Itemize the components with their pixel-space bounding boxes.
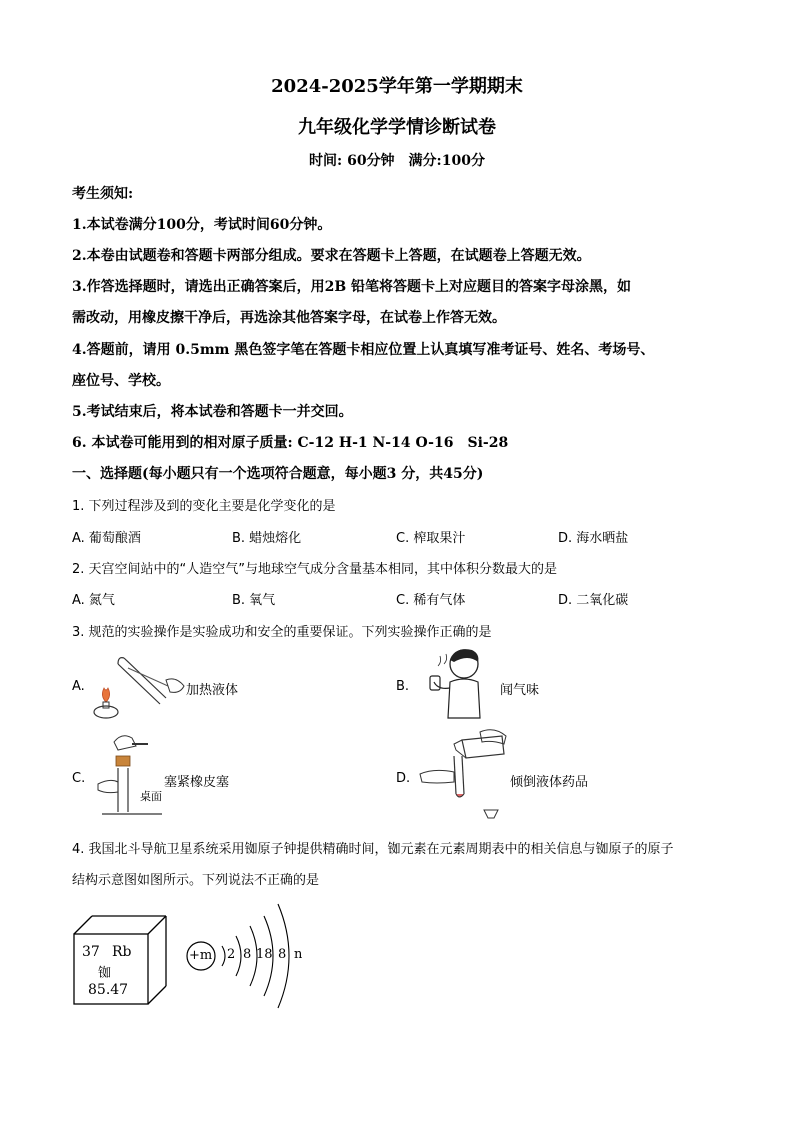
q2-option-a: A. 氮气 xyxy=(72,593,115,608)
q1-option-d: D. 海水晒盐 xyxy=(558,531,629,546)
question-4-stem-line2: 结构示意图如图所示。下列说法不正确的是 xyxy=(72,873,320,888)
shell-5-count: n xyxy=(294,947,303,962)
element-mass: 85.47 xyxy=(88,982,129,998)
page-title: 2024-2025学年第一学期期末 xyxy=(271,76,523,97)
q3-option-d-letter: D. xyxy=(396,771,411,786)
q1-option-c: C. 榨取果汁 xyxy=(396,531,466,546)
shell-2-count: 8 xyxy=(243,947,252,962)
q3-option-c-letter: C. xyxy=(72,771,86,786)
notice-line-1: 1.本试卷满分100分，考试时间60分钟。 xyxy=(72,217,332,233)
shell-4-count: 8 xyxy=(278,947,287,962)
q1-option-a: A. 葡萄酿酒 xyxy=(72,531,141,546)
q3-option-c-caption: 塞紧橡皮塞 xyxy=(164,775,230,790)
stopper-illustration xyxy=(92,728,172,820)
element-number: 37 xyxy=(82,944,100,960)
page-subtitle: 九年级化学学情诊断试卷 xyxy=(298,117,496,138)
notice-line-7: 5.考试结束后，将本试卷和答题卡一并交回。 xyxy=(72,404,353,420)
pouring-illustration xyxy=(414,730,514,824)
heating-liquid-illustration xyxy=(88,646,188,724)
q3-option-d-caption: 倾倒液体药品 xyxy=(510,775,589,790)
question-2-stem: 2. 天宫空间站中的“人造空气”与地球空气成分含量基本相同，其中体积分数最大的是 xyxy=(72,562,558,577)
time-info: 时间: 60分钟 满分:100分 xyxy=(309,153,485,169)
element-symbol: Rb xyxy=(112,944,132,960)
smelling-illustration xyxy=(414,642,500,726)
shell-1-count: 2 xyxy=(227,947,236,962)
notice-line-8: 6. 本试卷可能用到的相对原子质量: C-12 H-1 N-14 O-16 Si-28 xyxy=(72,435,509,451)
section-heading: 一、选择题(每小题只有一个选项符合题意，每小题3 分，共45分) xyxy=(72,466,484,482)
notice-line-3: 3.作答选择题时，请选出正确答案后，用2B 铅笔将答题卡上对应题目的答案字母涂黑，如 xyxy=(72,279,632,295)
q3-option-a-caption: 加热液体 xyxy=(186,683,239,698)
desk-label: 桌面 xyxy=(140,790,162,803)
notice-line-6: 座位号、学校。 xyxy=(72,373,170,389)
q1-option-b: B. 蜡烛熔化 xyxy=(232,531,302,546)
q2-option-d: D. 二氧化碳 xyxy=(558,593,629,608)
shell-3-count: 18 xyxy=(256,947,273,962)
notice-line-5: 4.答题前，请用 0.5mm 黑色签字笔在答题卡相应位置上认真填写准考证号、姓名、考场号、 xyxy=(72,342,655,358)
question-1-stem: 1. 下列过程涉及到的变化主要是化学变化的是 xyxy=(72,499,336,514)
notice-line-2: 2.本卷由试题卷和答题卡两部分组成。要求在答题卡上答题，在试题卷上答题无效。 xyxy=(72,248,591,264)
notice-line-4: 需改动，用橡皮擦干净后，再选涂其他答案字母，在试卷上作答无效。 xyxy=(72,310,506,326)
question-4-stem-line1: 4. 我国北斗导航卫星系统采用铷原子钟提供精确时间，铷元素在元素周期表中的相关信息与铷原子的原子 xyxy=(72,842,674,857)
element-name: 铷 xyxy=(98,966,112,981)
q3-option-b-caption: 闻气味 xyxy=(500,683,540,698)
nucleus-label: +m xyxy=(189,948,213,963)
notice-heading: 考生须知: xyxy=(72,186,134,202)
q3-option-a-letter: A. xyxy=(72,679,85,694)
q2-option-c: C. 稀有气体 xyxy=(396,593,466,608)
q3-option-b-letter: B. xyxy=(396,679,410,694)
q2-option-b: B. 氧气 xyxy=(232,593,276,608)
question-3-stem: 3. 规范的实验操作是实验成功和安全的重要保证。下列实验操作正确的是 xyxy=(72,625,492,640)
